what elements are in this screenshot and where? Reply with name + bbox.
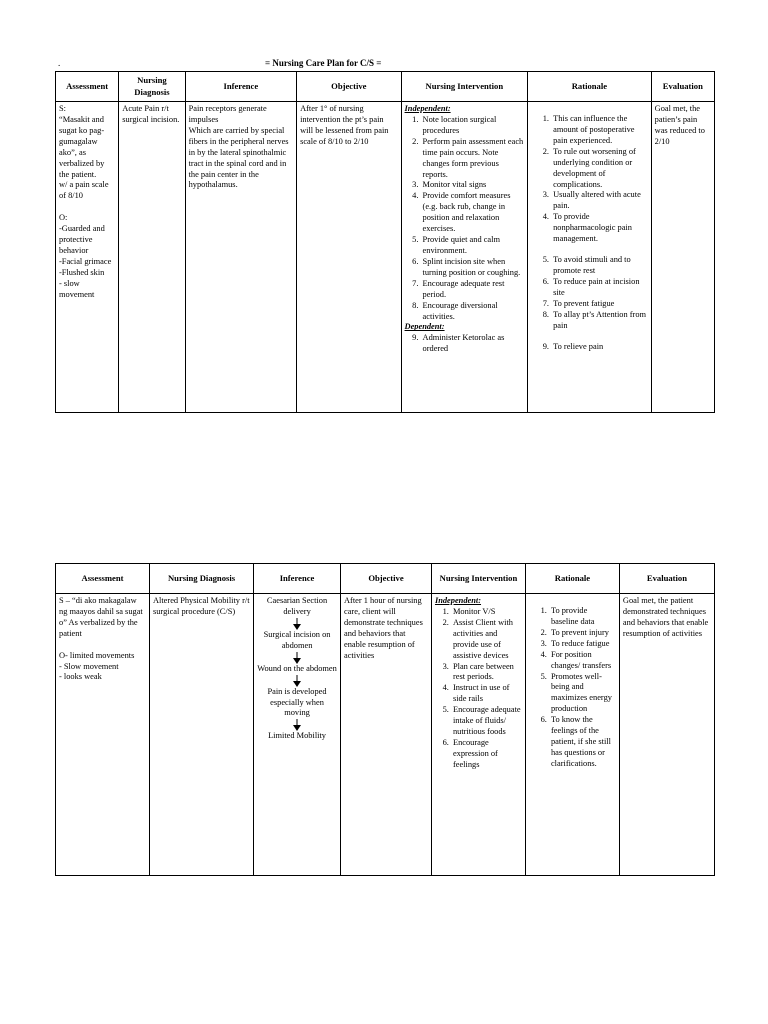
diagnosis-text: Altered Physical Mobility r/t surgical procedure (C/S) [152,596,250,616]
flow-step: Wound on the abdomen [257,663,337,673]
header-nursing-diagnosis: Nursing Diagnosis [119,72,185,102]
list-item: 5. Provide quiet and calm environment. [421,235,525,257]
page-title: = Nursing Care Plan for C/S = [265,58,382,68]
assessment-text: S: “Masakit and sugat ko pag-gumagalaw ako”, as verbalized by the patient. w/ a pain scale of 8/10 O: -Guarded and protective behavior -Facial grimace -Flushed skin - slow movement [59,104,112,299]
care-plan-table-mobility [55,563,715,876]
independent-list [435,607,522,771]
independent-label: Independent: [434,596,482,605]
list-item: 3. To reduce fatigue [549,639,616,650]
list-item: 6. To reduce pain at incision site [551,277,648,299]
rationale-list-c [531,342,648,353]
list-item: 2. To prevent injury [549,628,616,639]
dependent-label: Dependent: [404,322,445,332]
list-item: 1. Note location surgical procedures [421,115,525,137]
list-item: 1. Monitor V/S [451,607,522,618]
list-item: 6. Encourage expression of feelings [451,738,522,771]
table-header-row [56,564,715,594]
header-inference: Inference [254,564,341,594]
list-item: 2. Perform pain assessment each time pain occurs. Note changes form previous reports. [421,137,525,181]
header-nursing-intervention: Nursing Intervention [431,564,525,594]
list-item: 1. To provide baseline data [549,606,616,628]
rationale-list-a [531,114,648,245]
diagnosis-cell [149,594,253,876]
header-nursing-diagnosis: Nursing Diagnosis [149,564,253,594]
assessment-text: S – “di ako makagalaw ng maayos dahil sa sugat o” As verbalized by the patient O- limited movements - Slow movement - looks weak [59,596,143,682]
inference-text: Pain receptors generate impulses Which are carried by special fibers in the peripheral nerves in by the lateral spinothalmic tract in the spinal cord and in the pain center in the hypothalamus. [188,104,289,190]
list-item: 5. Promotes well-being and maximizes energy production [549,672,616,716]
down-arrow-icon [257,652,337,664]
list-item: 5. To avoid stimuli and to promote rest [551,255,648,277]
objective-cell [341,594,432,876]
table-row [56,102,715,413]
flow-step: Caesarian Section delivery [266,596,328,616]
list-item: 8. To allay pt’s Attention from pain [551,310,648,332]
rationale-list [529,606,616,770]
list-item: 4. To provide nonpharmacologic pain management. [551,212,648,245]
header-rationale: Rationale [525,564,619,594]
evaluation-cell [651,102,714,413]
inference-flowchart [257,596,337,742]
list-item: 4. For position changes/ transfers [549,650,616,672]
down-arrow-icon [257,719,337,731]
evaluation-cell [619,594,714,876]
list-item: 3. Usually altered with acute pain. [551,190,648,212]
list-item: 9. Administer Ketorolac as ordered [421,333,525,355]
assessment-cell [56,102,119,413]
list-item: 9. To relieve pain [551,342,648,353]
independent-list [405,115,525,323]
flow-step: Surgical incision on abdomen [263,629,331,650]
header-rationale: Rationale [528,72,652,102]
list-item: 6. To know the feelings of the patient, if she still has questions or clarifications. [549,715,616,770]
diagnosis-text: Acute Pain r/t surgical incision. [122,104,180,124]
list-item: 4. Provide comfort measures (e.g. back rub, change in position and relaxation exercises. [421,191,525,235]
header-objective: Objective [341,564,432,594]
rationale-cell [528,102,652,413]
header-assessment: Assessment [56,564,150,594]
inference-cell [254,594,341,876]
header-evaluation: Evaluation [651,72,714,102]
independent-label: Independent: [404,104,451,113]
header-nursing-intervention: Nursing Intervention [401,72,528,102]
list-item: 3. Monitor vital signs [421,180,525,191]
list-item: 4. Instruct in use of side rails [451,683,522,705]
table-header-row [56,72,715,102]
list-item: 7. Encourage adequate rest period. [421,279,525,301]
evaluation-text: Goal met, the patient demonstrated techniques and behaviors that enable resumption of activities [622,596,709,638]
rationale-cell [525,594,619,876]
header-evaluation: Evaluation [619,564,714,594]
list-item: 8. Encourage diversional activities. [421,301,525,323]
rationale-list-b [531,255,648,331]
inference-cell [185,102,297,413]
header-inference: Inference [185,72,297,102]
down-arrow-icon [257,675,337,687]
header-objective: Objective [297,72,401,102]
flow-step: Limited Mobility [268,731,326,741]
list-item: 2. To rule out worsening of underlying condition or development of complications. [551,147,648,191]
intervention-cell [401,102,528,413]
table-row [56,594,715,876]
header-assessment: Assessment [56,72,119,102]
objective-text: After 1° of nursing intervention the pt’s pain will be lessened from pain scale of 8/10 to 2/10 [300,104,389,146]
list-item: 6. Splint incision site when turning position or coughing. [421,257,525,279]
list-item: 3. Plan care between rest periods. [451,662,522,684]
leading-mark: . [58,58,61,68]
list-item: 7. To prevent fatigue [551,299,648,310]
objective-text: After 1 hour of nursing care, client will demonstrate techniques and behaviors that enable resumption of activities [344,596,423,660]
list-item: 5. Encourage adequate intake of fluids/ nutritious foods [451,705,522,738]
evaluation-text: Goal met, the patien’s pain was reduced to 2/10 [654,104,705,146]
list-item: 2. Assist Client with activities and provide use of assistive devices [451,618,522,662]
diagnosis-cell [119,102,185,413]
flow-step: Pain is developed especially when moving [267,686,327,718]
assessment-cell [56,594,150,876]
down-arrow-icon [257,618,337,630]
objective-cell [297,102,401,413]
intervention-cell [431,594,525,876]
list-item: 1. This can influence the amount of postoperative pain experienced. [551,114,648,147]
dependent-list [405,333,525,355]
care-plan-table-acute-pain [55,71,715,413]
